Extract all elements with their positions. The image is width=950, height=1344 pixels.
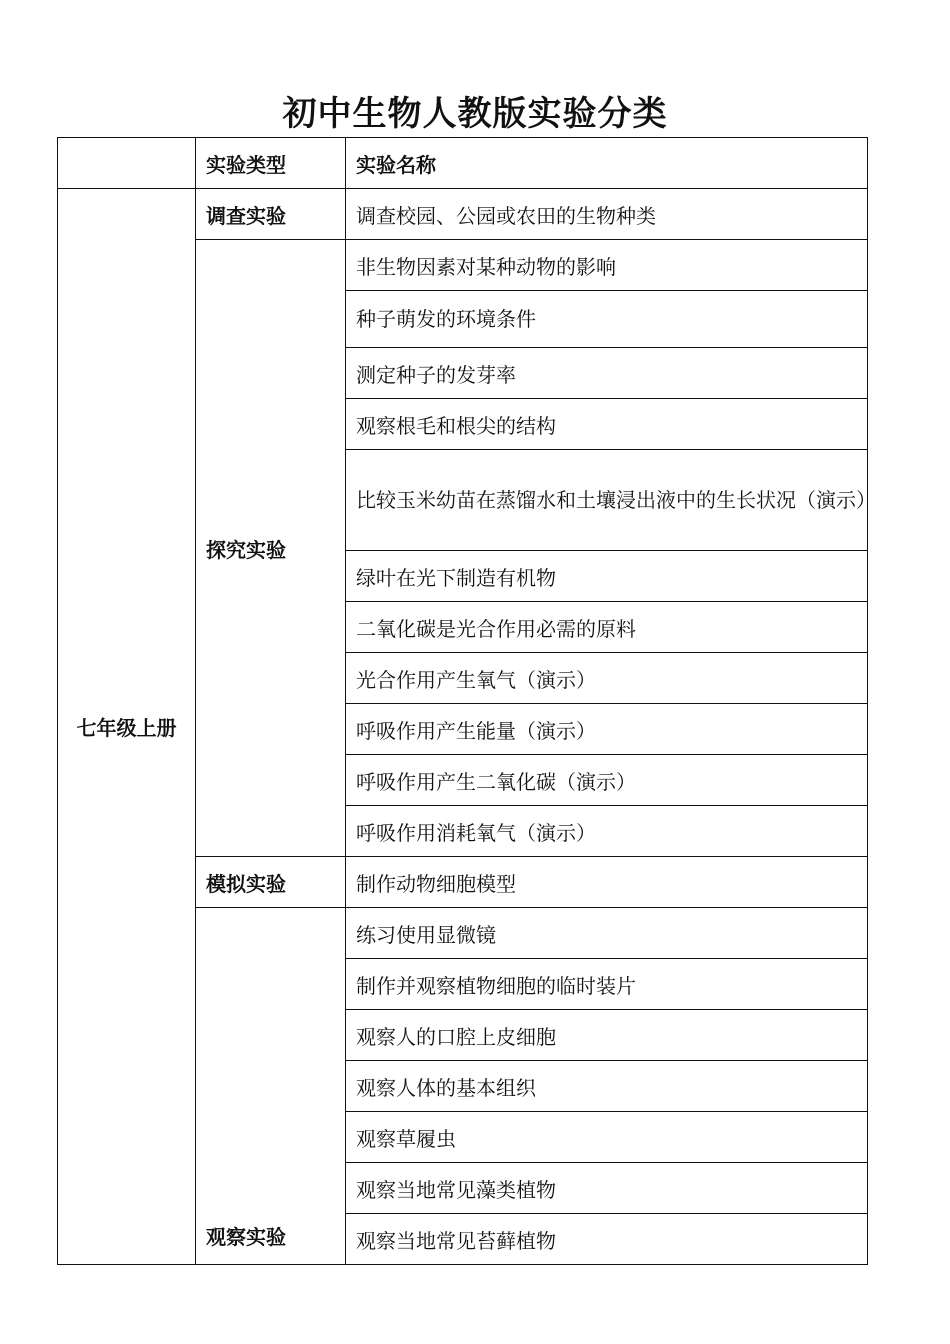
experiment-cell: 呼吸作用产生二氧化碳（演示） xyxy=(346,755,868,806)
type-cell-observation: 观察实验 xyxy=(196,908,346,1265)
header-grade xyxy=(58,138,196,189)
grade-cell: 七年级上册 xyxy=(58,189,196,1265)
type-cell-simulation: 模拟实验 xyxy=(196,857,346,908)
experiment-cell: 呼吸作用产生能量（演示） xyxy=(346,704,868,755)
experiment-cell: 调查校园、公园或农田的生物种类 xyxy=(346,189,868,240)
experiment-cell: 制作并观察植物细胞的临时装片 xyxy=(346,959,868,1010)
experiment-cell: 观察人的口腔上皮细胞 xyxy=(346,1010,868,1061)
header-row xyxy=(58,138,868,189)
experiment-cell: 观察当地常见苔藓植物 xyxy=(346,1214,868,1265)
page-title: 初中生物人教版实验分类 xyxy=(282,94,668,134)
experiment-cell: 观察人体的基本组织 xyxy=(346,1061,868,1112)
experiment-cell: 二氧化碳是光合作用必需的原料 xyxy=(346,602,868,653)
experiment-table xyxy=(57,137,876,1265)
experiment-cell: 观察当地常见藻类植物 xyxy=(346,1163,868,1214)
header-type: 实验类型 xyxy=(196,138,346,189)
experiment-cell: 绿叶在光下制造有机物 xyxy=(346,551,868,602)
experiment-cell: 光合作用产生氧气（演示） xyxy=(346,653,868,704)
experiment-cell: 观察根毛和根尖的结构 xyxy=(346,399,868,450)
header-name: 实验名称 xyxy=(346,138,868,189)
type-cell-survey: 调查实验 xyxy=(196,189,346,240)
type-cell-inquiry: 探究实验 xyxy=(196,240,346,857)
table-row xyxy=(58,189,868,240)
experiment-cell: 非生物因素对某种动物的影响 xyxy=(346,240,868,291)
experiment-cell: 观察草履虫 xyxy=(346,1112,868,1163)
experiment-cell: 练习使用显微镜 xyxy=(346,908,868,959)
experiment-cell: 测定种子的发芽率 xyxy=(346,348,868,399)
experiment-cell: 呼吸作用消耗氧气（演示） xyxy=(346,806,868,857)
experiment-cell: 制作动物细胞模型 xyxy=(346,857,868,908)
experiment-cell: 比较玉米幼苗在蒸馏水和土壤浸出液中的生长状况（演示） xyxy=(346,450,868,551)
experiment-cell: 种子萌发的环境条件 xyxy=(346,291,868,348)
